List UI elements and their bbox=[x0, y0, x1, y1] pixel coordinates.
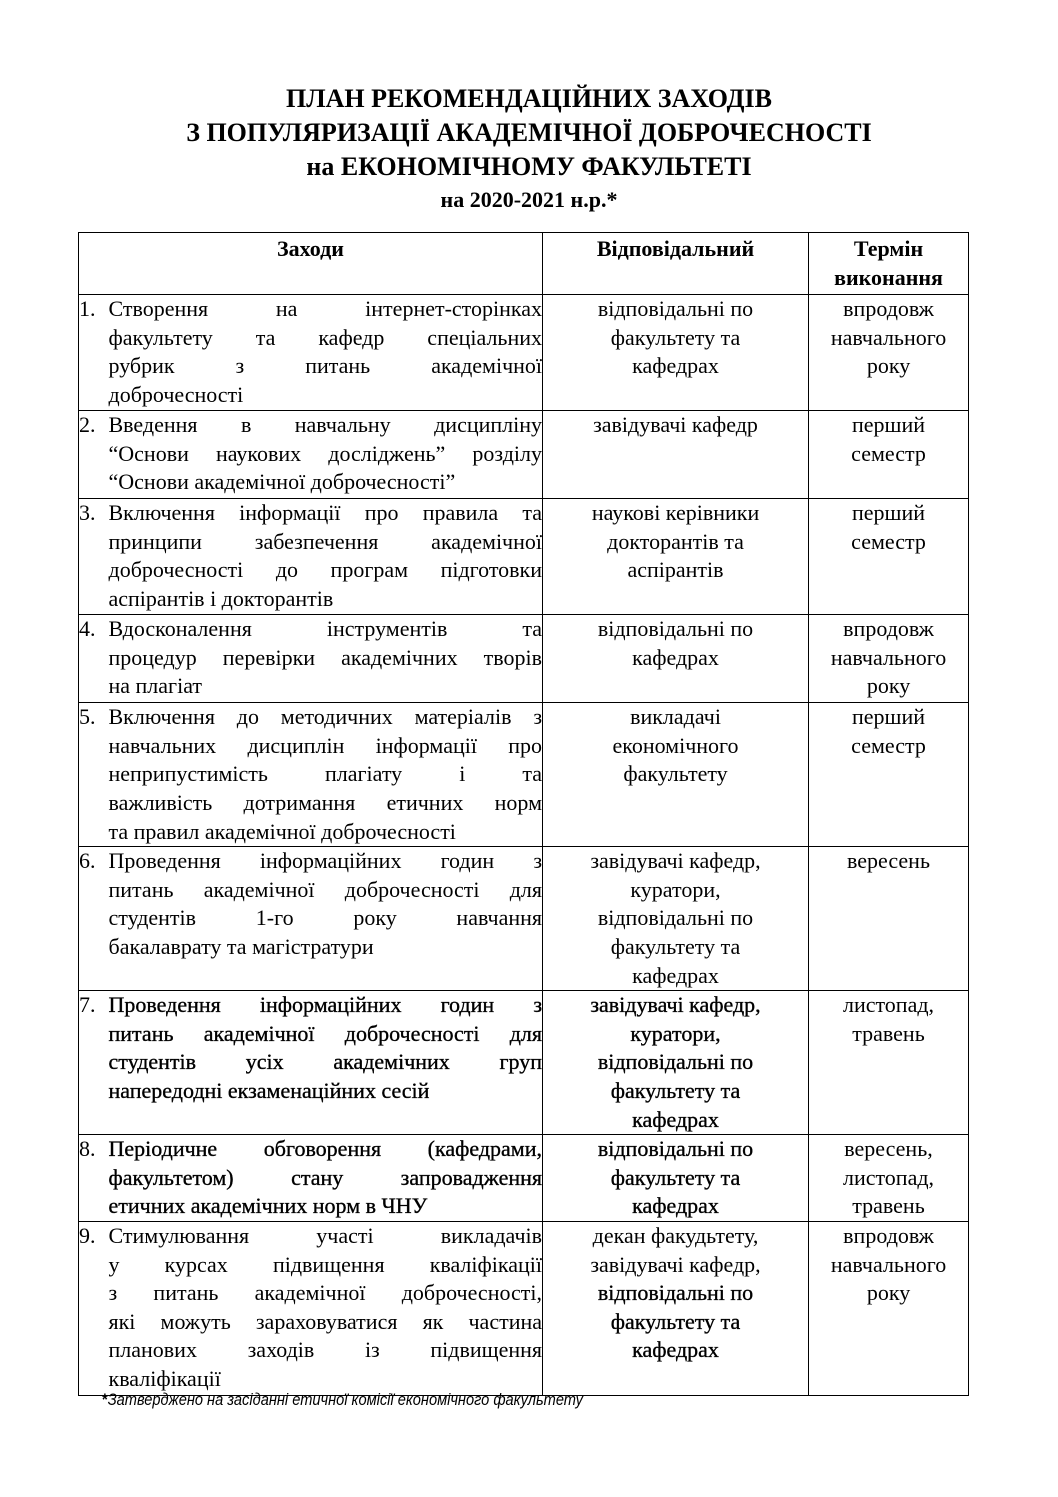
term-text-line: перший bbox=[852, 500, 926, 526]
responsible-text-line: відповідальні по bbox=[597, 616, 754, 642]
activity-text-line: у курсах підвищення кваліфікації bbox=[108, 1251, 543, 1277]
activity-text-line: факультету та кафедр спеціальних bbox=[108, 324, 543, 350]
activity-text-line: які можуть зараховуватися як частина bbox=[108, 1308, 543, 1334]
activity-text-line: бакалаврату та магістратури bbox=[108, 933, 374, 959]
term-cell bbox=[809, 1221, 969, 1395]
term-text-line: семестр bbox=[851, 440, 926, 466]
table-row bbox=[79, 499, 969, 615]
row-number: 1. bbox=[79, 295, 109, 411]
activity-text-line: Проведення інформаційних годин з bbox=[108, 848, 543, 874]
responsible-text-line: кафедрах bbox=[632, 1337, 719, 1363]
responsible-cell bbox=[543, 1135, 809, 1222]
responsible-text-line: кафедрах bbox=[632, 1106, 719, 1132]
term-text-line: вересень bbox=[847, 848, 930, 874]
term-text-line: року bbox=[866, 353, 911, 379]
responsible-text-line: факультету та bbox=[610, 324, 741, 350]
activity-text-line: студентів 1-го року навчання bbox=[108, 905, 543, 931]
term-text-line: перший bbox=[852, 704, 926, 730]
activity-text-line: студентів усіх академічних груп bbox=[108, 1049, 543, 1075]
row-number: 6. bbox=[79, 847, 109, 991]
term-text-line: семестр bbox=[851, 528, 926, 554]
activity-text-line: Проведення інформаційних годин з bbox=[108, 992, 543, 1018]
activity-text-line: доброчесності до програм підготовки bbox=[108, 557, 543, 583]
footnote-marker: * bbox=[102, 1390, 108, 1409]
column-header-term-line2: виконання bbox=[834, 264, 943, 290]
term-cell bbox=[809, 411, 969, 499]
responsible-cell bbox=[543, 703, 809, 847]
responsible-text-line: факультету bbox=[623, 761, 728, 787]
term-text-line: впродовж bbox=[843, 1222, 934, 1248]
column-header-responsible: Відповідальний bbox=[543, 233, 809, 295]
column-header-activities: Заходи bbox=[79, 233, 543, 295]
term-text-line: семестр bbox=[851, 732, 926, 758]
responsible-text-line: аспірантів bbox=[627, 557, 724, 583]
activity-text-line: Вдосконалення інструментів та bbox=[108, 616, 543, 642]
activity-text-line: та правил академічної доброчесності bbox=[108, 818, 456, 844]
title-line-3: на ЕКОНОМІЧНОМУ ФАКУЛЬТЕТІ bbox=[306, 152, 752, 181]
responsible-text-line: докторантів та bbox=[607, 528, 744, 554]
term-cell bbox=[809, 703, 969, 847]
responsible-text-line: відповідальні по bbox=[597, 905, 754, 931]
responsible-text-line: завідувачі кафедр bbox=[593, 412, 758, 438]
activity-cell bbox=[109, 615, 543, 703]
academic-year-subtitle: на 2020-2021 н.р.* bbox=[440, 187, 618, 212]
title-line-1: ПЛАН РЕКОМЕНДАЦІЙНИХ ЗАХОДІВ bbox=[285, 84, 773, 113]
activity-cell bbox=[109, 295, 543, 411]
responsible-text-line: куратори, bbox=[630, 876, 721, 902]
responsible-cell bbox=[543, 411, 809, 499]
term-cell bbox=[809, 499, 969, 615]
activity-text-line: Стимулювання участі викладачів bbox=[108, 1222, 543, 1248]
term-cell bbox=[809, 615, 969, 703]
table-row bbox=[79, 615, 969, 703]
responsible-cell bbox=[543, 499, 809, 615]
responsible-text-line: кафедрах bbox=[632, 1193, 719, 1219]
term-cell bbox=[809, 1135, 969, 1222]
activity-cell bbox=[109, 499, 543, 615]
activity-text-line: Включення до методичних матеріалів з bbox=[108, 704, 543, 730]
row-number: 2. bbox=[79, 411, 109, 499]
activity-text-line: питань академічної доброчесності для bbox=[108, 876, 543, 902]
activity-text-line: рубрик з питань академічної bbox=[108, 353, 543, 379]
table-row bbox=[79, 295, 969, 411]
responsible-cell bbox=[543, 847, 809, 991]
activity-text-line: питань академічної доброчесності для bbox=[108, 1020, 543, 1046]
activity-cell bbox=[109, 703, 543, 847]
responsible-text-line: відповідальні по bbox=[597, 1049, 754, 1075]
responsible-text-line: кафедрах bbox=[632, 644, 719, 670]
term-cell bbox=[809, 991, 969, 1135]
row-number: 5. bbox=[79, 703, 109, 847]
responsible-text-line: завідувачі кафедр, bbox=[590, 1251, 761, 1277]
table-row bbox=[79, 847, 969, 991]
responsible-text-line: кафедрах bbox=[632, 962, 719, 988]
term-text-line: листопад, bbox=[842, 1164, 935, 1190]
activity-text-line: “Основи академічної доброчесності” bbox=[108, 469, 456, 495]
activity-text-line: доброчесності bbox=[108, 381, 244, 407]
responsible-text-line: куратори, bbox=[630, 1020, 721, 1046]
footnote bbox=[102, 1390, 583, 1410]
activity-text-line: Введення в навчальну дисципліну bbox=[108, 412, 543, 438]
responsible-cell bbox=[543, 991, 809, 1135]
activity-text-line: Включення інформації про правила та bbox=[108, 500, 543, 526]
column-header-term-line1: Термін bbox=[853, 236, 924, 261]
activity-text-line: з питань академічної доброчесності, bbox=[108, 1280, 543, 1306]
activity-text-line: навчальних дисциплін інформації про bbox=[108, 732, 543, 758]
term-cell bbox=[809, 295, 969, 411]
term-text-line: вересень, bbox=[844, 1136, 933, 1162]
activity-text-line: процедур перевірки академічних творів bbox=[108, 644, 543, 670]
term-text-line: листопад, bbox=[842, 992, 935, 1018]
activity-text-line: етичних академічних норм в ЧНУ bbox=[108, 1193, 428, 1219]
activity-cell bbox=[109, 1221, 543, 1395]
activity-text-line: Створення на інтернет-сторінках bbox=[108, 296, 543, 322]
term-text-line: навчального bbox=[830, 644, 947, 670]
activity-text-line: важливість дотримання етичних норм bbox=[108, 789, 543, 815]
responsible-text-line: факультету та bbox=[610, 1308, 741, 1334]
activity-text-line: напередодні екзаменаційних сесій bbox=[108, 1077, 430, 1103]
term-text-line: травень bbox=[852, 1020, 925, 1046]
term-text-line: року bbox=[866, 673, 911, 699]
table-row bbox=[79, 411, 969, 499]
responsible-text-line: наукові керівники bbox=[591, 500, 760, 526]
responsible-text-line: завідувачі кафедр, bbox=[590, 848, 761, 874]
table-header-row bbox=[79, 233, 969, 295]
footnote-text: Затверджено на засіданні етичної комісії економічного факультету bbox=[107, 1390, 583, 1409]
responsible-text-line: завідувачі кафедр, bbox=[590, 992, 761, 1018]
responsible-text-line: відповідальні по bbox=[597, 296, 754, 322]
responsible-cell bbox=[543, 1221, 809, 1395]
activity-text-line: Періодичне обговорення (кафедрами, bbox=[108, 1136, 543, 1162]
responsible-text-line: економічного bbox=[612, 732, 739, 758]
measures-plan-table bbox=[78, 232, 969, 1396]
term-cell bbox=[809, 847, 969, 991]
activity-cell bbox=[109, 1135, 543, 1222]
term-text-line: навчального bbox=[830, 324, 947, 350]
responsible-cell bbox=[543, 295, 809, 411]
document-header bbox=[0, 82, 1058, 214]
row-number: 4. bbox=[79, 615, 109, 703]
term-text-line: впродовж bbox=[843, 616, 934, 642]
column-header-term bbox=[809, 233, 969, 295]
activity-text-line: кваліфікації bbox=[108, 1365, 221, 1391]
responsible-text-line: відповідальні по bbox=[597, 1280, 754, 1306]
responsible-text-line: кафедрах bbox=[632, 353, 719, 379]
term-text-line: року bbox=[866, 1280, 911, 1306]
responsible-text-line: відповідальні по bbox=[597, 1136, 754, 1162]
activity-text-line: на плагіат bbox=[108, 673, 202, 699]
term-text-line: навчального bbox=[830, 1251, 947, 1277]
activity-text-line: “Основи наукових досліджень” розділу bbox=[108, 440, 543, 466]
responsible-text-line: факультету та bbox=[610, 1077, 741, 1103]
activity-cell bbox=[109, 411, 543, 499]
table-body bbox=[79, 295, 969, 1396]
activity-text-line: неприпустимість плагіату і та bbox=[108, 761, 543, 787]
table-row bbox=[79, 1221, 969, 1395]
responsible-text-line: факультету та bbox=[610, 1164, 741, 1190]
responsible-cell bbox=[543, 615, 809, 703]
table-row bbox=[79, 703, 969, 847]
responsible-text-line: викладачі bbox=[630, 704, 721, 730]
term-text-line: перший bbox=[852, 412, 926, 438]
responsible-text-line: факультету та bbox=[610, 933, 741, 959]
title-line-2: З ПОПУЛЯРИЗАЦІЇ АКАДЕМІЧНОЇ ДОБРОЧЕСНОСТІ bbox=[186, 118, 872, 147]
activity-cell bbox=[109, 991, 543, 1135]
table-row bbox=[79, 1135, 969, 1222]
row-number: 8. bbox=[79, 1135, 109, 1222]
activity-text-line: принципи забезпечення академічної bbox=[108, 528, 543, 554]
term-text-line: травень bbox=[852, 1193, 925, 1219]
activity-text-line: аспірантів і докторантів bbox=[108, 585, 334, 611]
row-number: 3. bbox=[79, 499, 109, 615]
activity-text-line: планових заходів із підвищення bbox=[108, 1337, 543, 1363]
term-text-line: впродовж bbox=[843, 296, 934, 322]
row-number: 7. bbox=[79, 991, 109, 1135]
activity-cell bbox=[109, 847, 543, 991]
row-number: 9. bbox=[79, 1221, 109, 1395]
responsible-text-line: декан факудьтету, bbox=[592, 1222, 759, 1248]
table-row bbox=[79, 991, 969, 1135]
activity-text-line: факультетом) стану запровадження bbox=[108, 1164, 543, 1190]
